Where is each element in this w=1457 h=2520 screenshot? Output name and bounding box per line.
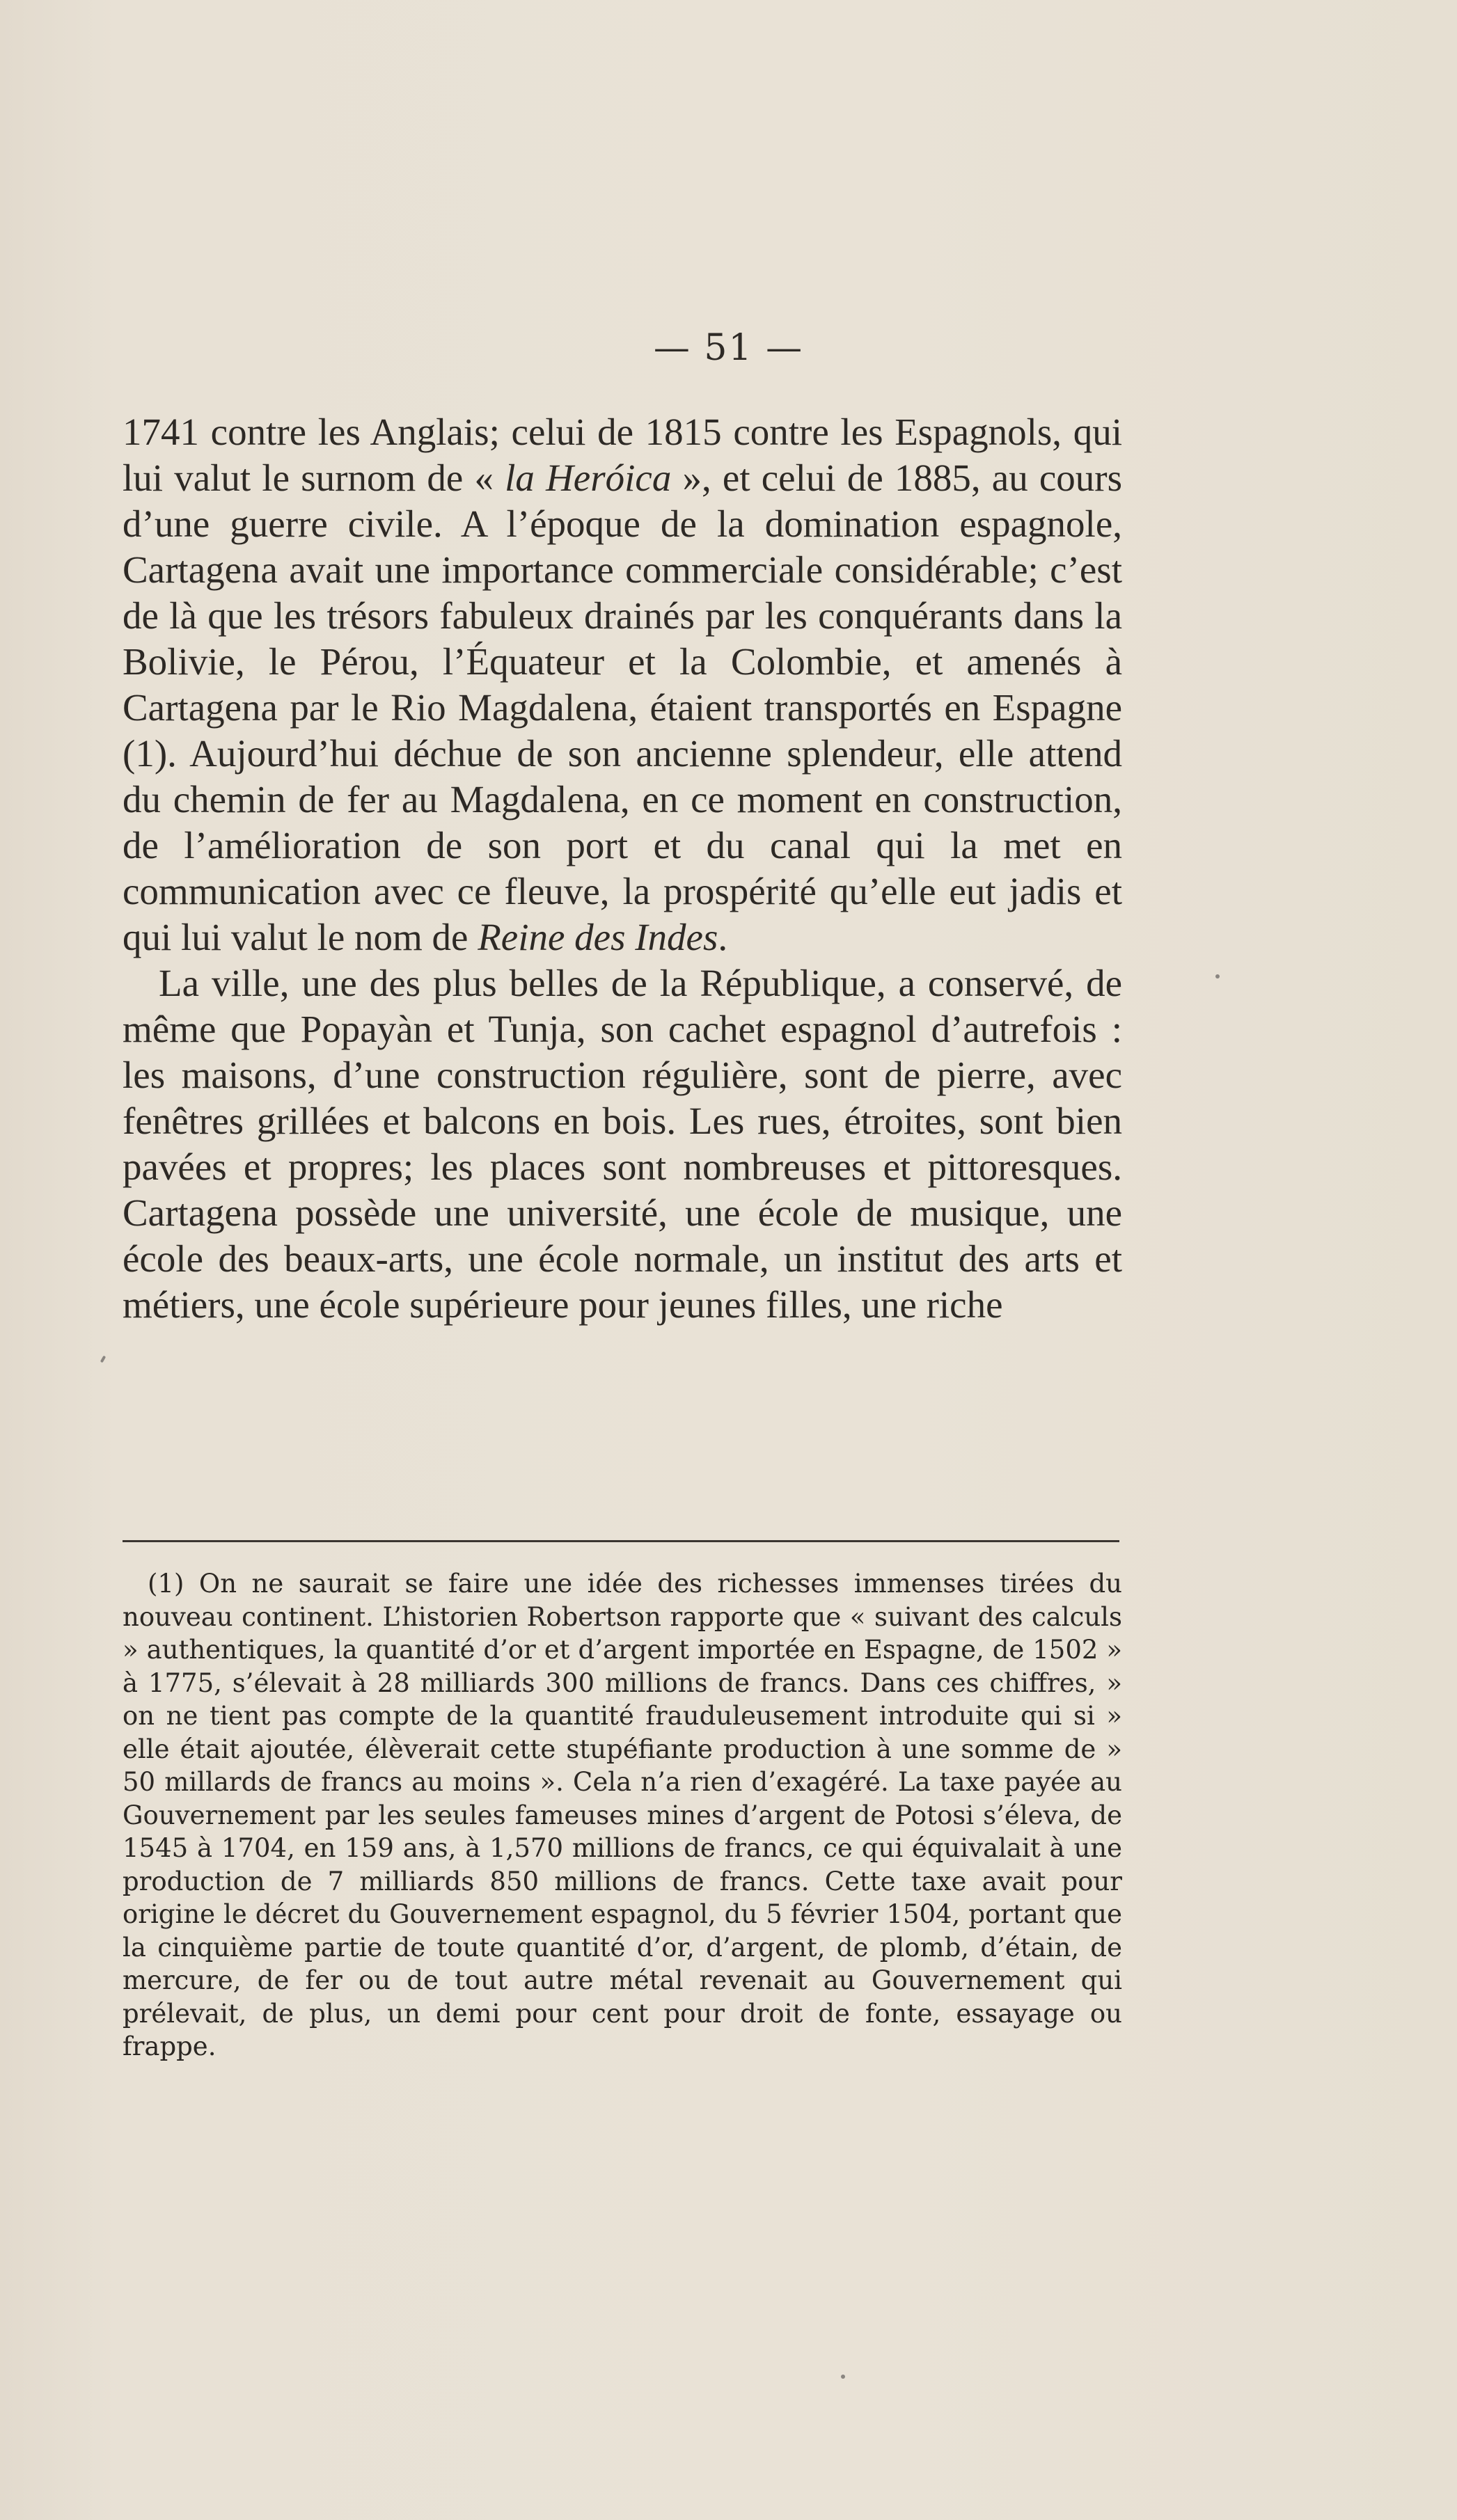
main-text: [123, 409, 1122, 1328]
paragraph-1-text-a: 1741 contre les Anglais; celui de 1815 contre les Espagnols, qui lui valut le surnom de «: [123, 411, 1122, 499]
paragraph-1-text-b: », et celui de 1885, au cours d’une guerre civile. A l’époque de la domination espagnole, Cartagena avait une importance commerciale considérable; c’est de là que les trésors fabuleux drainés par les conquérants dans la Bolivie, le Pérou, l’Équateur et la Colombie, et amenés à Cartagena par le Rio Magdalena, étaient transportés en Espagne (1). Aujourd’hui déchue de son ancienne splendeur, elle attend du chemin de fer au Magdalena, en ce moment en construction, de l’amélioration de son port et du canal qui la met en communication avec ce fleuve, la prospérité qu’elle eut jadis et qui lui valut le nom de: [123, 457, 1123, 958]
paper-speck: [1215, 974, 1220, 978]
page-number: — 51 —: [653, 327, 804, 369]
paragraph-1-italic-heroica: la Heróica: [505, 457, 672, 499]
paper-speck: [100, 1356, 106, 1363]
paragraph-2: La ville, une des plus belles de la République, a conservé, de même que Popayàn et Tunja, son cachet espagnol d’autrefois : les maisons, d’une construction régulière, sont de pierre, avec fenêtres grillées et balcons en bois. Les rues, étroites, sont bien pavées et propres; les places sont nombreuses et pittoresques. Cartagena possède une université, une école de musique, une école des beaux-arts, une école normale, un institut des arts et métiers, une école supérieure pour jeunes filles, une riche: [123, 962, 1122, 1326]
paper-speck: [841, 2375, 845, 2379]
paragraph-1-text-c: .: [718, 916, 728, 958]
footnote-text: (1) On ne saurait se faire une idée des richesses immenses tirées du nouveau continent. L’historien Robertson rapporte que « suivant des calculs » authentiques, la quantité d’or et d’argent importée en Espagne, de 1502 » à 1775, s’élevait à 28 milliards 300 millions de francs. Dans ces chiffres, » on ne tient pas compte de la quantité frauduleusement introduite qui si » elle était ajoutée, élèverait cette stupéfiante production à une somme de » 50 millards de francs au moins ». Cela n’a rien d’exagéré. La taxe payée au Gouvernement par les seules fameuses mines d’argent de Potosi s’éleva, de 1545 à 1704, en 159 ans, à 1,570 millions de francs, ce qui équivalait à une production de 7 milliards 850 millions de francs. Cette taxe avait pour origine le décret du Gouvernement espagnol, du 5 février 1504, portant que la cinquième partie de toute quantité d’or, d’argent, de plomb, d’étain, de mercure, de fer ou de tout autre métal revenait au Gouvernement qui prélevait, de plus, un demi pour cent pour droit de fonte, essayage ou frappe.: [123, 1569, 1122, 2061]
footnote: [123, 1567, 1122, 2063]
paragraph-1-italic-reine-des-indes: Reine des Indes: [478, 916, 718, 958]
paragraph-1: [123, 409, 1122, 960]
footnote-rule: [123, 1540, 1119, 1542]
